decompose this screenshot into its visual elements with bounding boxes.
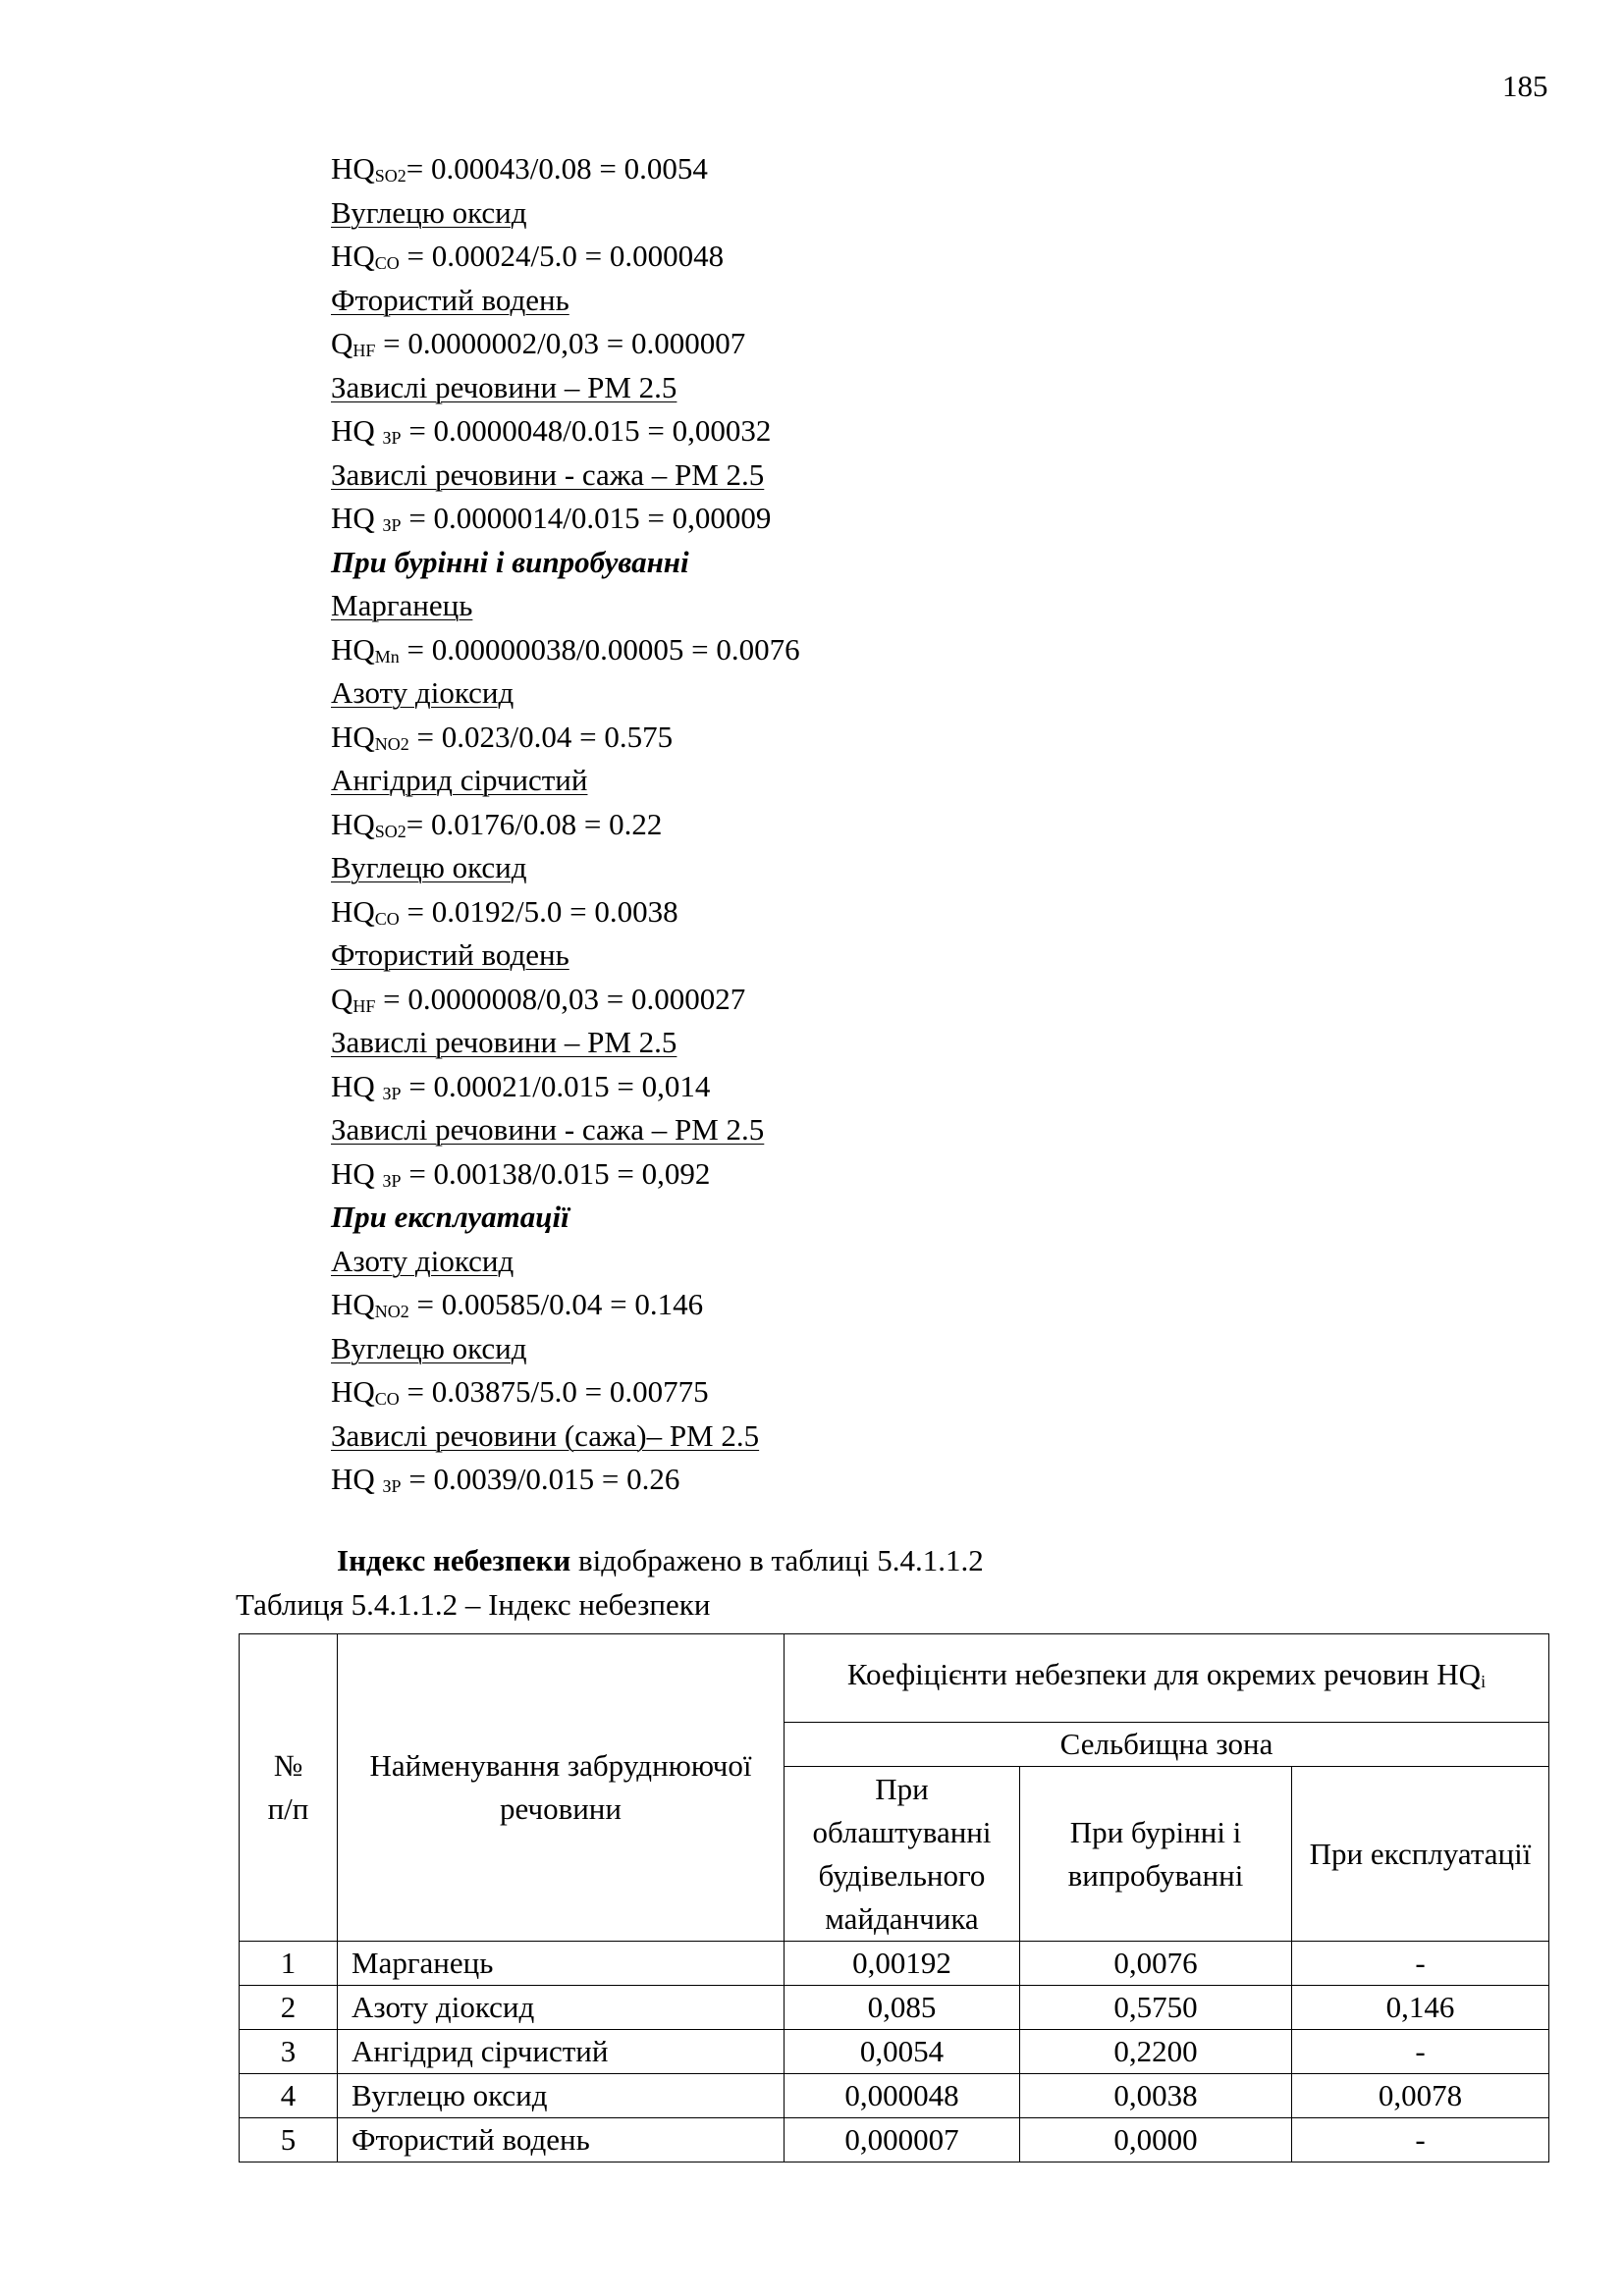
substance-heading: Ангідрид сірчистий	[331, 763, 588, 797]
substance-heading: Вуглецю оксид	[331, 1330, 527, 1365]
formula-line: HQ $_{ЗР}$ = 0.00138/0.015 = 0,092	[331, 1155, 711, 1191]
substance-heading: Фтористий водень	[331, 282, 569, 317]
formula-line: HQ $_{ЗР}$ = 0.0039/0.015 = 0.26	[331, 1462, 680, 1496]
header-name: Найменування забруднюючої речовини	[338, 1634, 785, 1942]
formula-line: HQ $_{ЗР}$ = 0.00021/0.015 = 0,014	[331, 1068, 711, 1103]
formula-line: $Q_{HF} = 0.0000008/0,03 = 0.000027$	[331, 981, 746, 1016]
substance-heading: Азоту діоксид	[331, 1243, 514, 1278]
formula-line: $Q_{HF} = 0.0000002/0,03 = 0.000007$	[331, 326, 746, 360]
table-row: 3 Ангідрид сірчистий 0,0054 0,2200 -	[240, 2030, 1549, 2074]
phase-heading: При експлуатації	[331, 1200, 569, 1234]
formula-line: $HQ_{CO} = 0.00024/5.0 = 0.000048$	[331, 239, 725, 273]
formula-line: $HQ_{CO} = 0.03875/5.0 = 0.00775$	[331, 1374, 709, 1409]
substance-heading: Завислі речовини - сажа – РМ 2.5	[331, 1112, 765, 1147]
substance-heading: Фтористий водень	[331, 937, 569, 972]
table-intro	[337, 1543, 984, 1578]
table-row: 5 Фтористий водень 0,000007 0,0000 -	[240, 2118, 1549, 2163]
intro-bold: Індекс небезпеки	[337, 1543, 571, 1577]
table-caption: Таблиця 5.4.1.1.2 – Індекс небезпеки	[236, 1587, 711, 1622]
formula-line: HQ $_{ЗР}$ = 0.0000048/0.015 = 0,00032	[331, 413, 772, 448]
hazard-index-table	[239, 1633, 1549, 2163]
formula-line: $HQ_{NO2} = 0.00585/0.04 = 0.146$	[331, 1287, 704, 1321]
substance-heading: Марганець	[331, 588, 473, 622]
page-number: 185	[1502, 69, 1548, 103]
formula-line: $HQ_{SO2}= 0.00043/0.08 = 0.0054$	[331, 151, 708, 186]
formula-line: HQ $_{ЗР}$ = 0.0000014/0.015 = 0,00009	[331, 501, 772, 535]
intro-rest: відображено в таблиці 5.4.1.1.2	[570, 1543, 984, 1577]
header-number: № п/п	[240, 1634, 338, 1942]
table-row: 2 Азоту діоксид 0,085 0,5750 0,146	[240, 1986, 1549, 2030]
formula-line: $HQ_{Mn} = 0.00000038/0.00005 = 0.0076$	[331, 631, 800, 667]
substance-heading: Завислі речовини - сажа – РМ 2.5	[331, 456, 765, 492]
substance-heading: Завислі речовини (сажа)– РМ 2.5	[331, 1417, 760, 1453]
formula-line: $HQ_{CO} = 0.0192/5.0 = 0.0038$	[331, 893, 678, 929]
substance-heading: Завислі речовини – РМ 2.5	[331, 1025, 677, 1059]
header-phase-operation: При експлуатації	[1292, 1767, 1549, 1942]
table-row: 1 Марганець 0,00192 0,0076 -	[240, 1942, 1549, 1986]
formula-line: $HQ_{SO2}= 0.0176/0.08 = 0.22$	[331, 806, 663, 841]
substance-heading: Азоту діоксид	[331, 675, 514, 710]
formula-list	[331, 147, 800, 1502]
formula-line: $HQ_{NO2} = 0.023/0.04 = 0.575$	[331, 719, 674, 754]
header-phase-drilling: При бурінні і випробуванні	[1020, 1767, 1292, 1942]
header-phase-construction: При облаштуванні будівельного майданчика	[785, 1767, 1020, 1942]
header-zone: Сельбищна зона	[785, 1723, 1549, 1767]
substance-heading: Завислі речовини – РМ 2.5	[331, 369, 677, 404]
header-coefficients: Коефіцієнти небезпеки для окремих речовин $HQ_i$	[785, 1634, 1549, 1723]
substance-heading: Вуглецю оксид	[331, 194, 527, 230]
substance-heading: Вуглецю оксид	[331, 850, 527, 884]
table-row: 4 Вуглецю оксид 0,000048 0,0038 0,0078	[240, 2074, 1549, 2118]
phase-heading: При бурінні і випробуванні	[331, 544, 689, 579]
